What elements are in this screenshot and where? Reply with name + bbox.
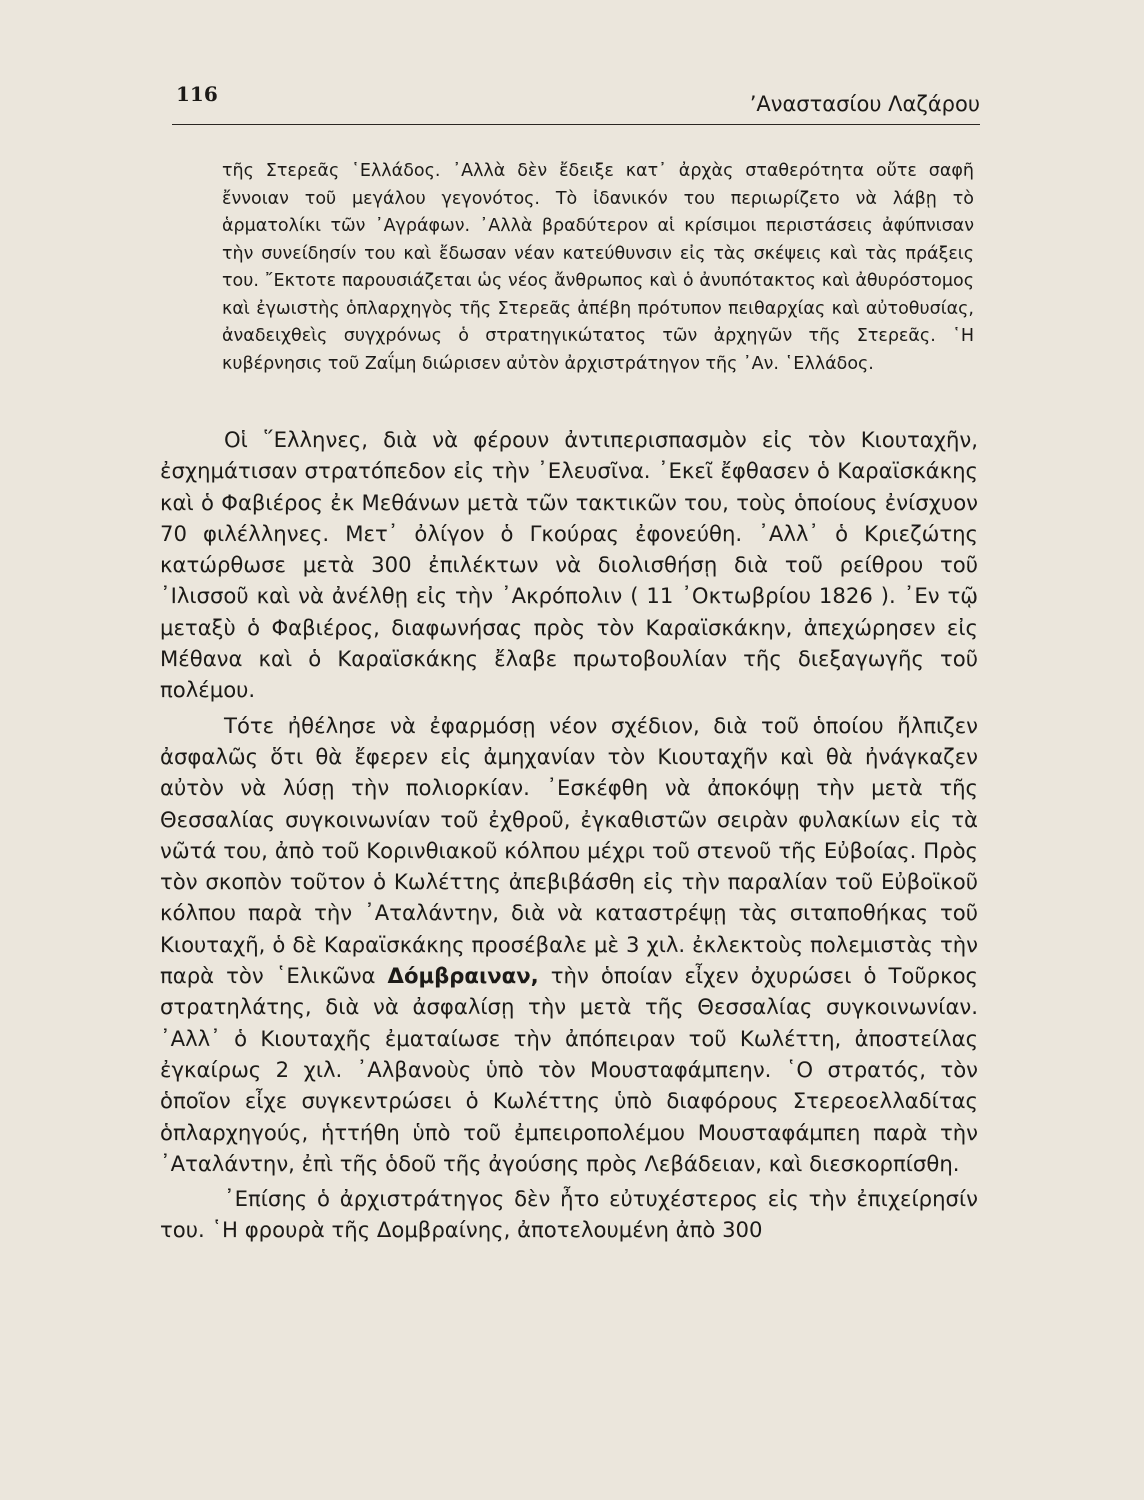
- block-quote: τῆς Στερεᾶς ῾Ελλάδος. ᾿Αλλὰ δὲν ἔδειξε κατ᾿ ἀρχὰς σταθερότητα οὔτε σαφῆ ἔννοιαν τοῦ μεγάλου γεγονότος. Τὸ ἰδανικόν του περιωρίζετο νὰ λάβῃ τὸ ἁρματολίκι τῶν ᾿Αγράφων. ᾿Αλλὰ βραδύτερον αἱ κρίσιμοι περιστάσεις ἀφύπνισαν τὴν συνείδησίν του καὶ ἔδωσαν νέαν κατεύθυνσιν εἰς τὰς σκέψεις καὶ τὰς πράξεις του. ῎Εκτοτε παρουσιάζεται ὡς νέος ἄνθρωπος καὶ ὁ ἀνυπότακτος καὶ ἀθυρόστομος καὶ ἐγωιστὴς ὁπλαρχηγὸς τῆς Στερεᾶς ἀπέβη πρότυπον πειθαρχίας καὶ αὐτοθυσίας, ἀναδειχθεὶς συγχρόνως ὁ στρατηγικώτατος τῶν ἀρχηγῶν τῆς Στερεᾶς. ῾Η κυβέρνησις τοῦ Ζαΐμη διώρισεν αὐτὸν ἀρχιστράτηγον τῆς ᾿Αν. ῾Ελλάδος.: [222, 161, 974, 374]
- running-head: ’Αναστασίου Λαζάρου: [749, 92, 980, 116]
- paragraph-3: ᾿Επίσης ὁ ἀρχιστράτηγος δὲν ἦτο εὐτυχέστερος εἰς τὴν ἐπιχείρησίν του. ῾Η φρουρὰ τῆς Δομβραίνης, ἀποτελουμένη ἀπὸ 300: [160, 1186, 978, 1243]
- paragraph-2-part-b: τὴν ὁποίαν εἶχεν ὀχυρώσει ὁ Τοῦρκος στρατηλάτης, διὰ νὰ ἀσφαλίσῃ τὴν μετὰ τῆς Θεσσαλίας συγκοινωνίαν. ᾿Αλλ᾿ ὁ Κιουταχῆς ἐματαίωσε τὴν ἀπόπειραν τοῦ Κωλέττη, ἀποστείλας ἐγκαίρως 2 χιλ. ᾿Αλβανοὺς ὑπὸ τὸν Μουσταφάμπεην. ῾Ο στρατός, τὸν ὁποῖον εἶχε συγκεντρώσει ὁ Κωλέττης ὑπὸ διαφόρους Στερεοελλαδίτας ὁπλαρχηγούς, ἡττήθη ὑπὸ τοῦ ἐμπειροπολέμου Μουσταφάμπεη παρὰ τὴν ᾿Αταλάντην, ἐπὶ τῆς ὁδοῦ τῆς ἀγούσης πρὸς Λεβάδειαν, καὶ διεσκορπίσθη.: [160, 963, 978, 1176]
- paragraph-2-part-a: Τότε ἠθέλησε νὰ ἐφαρμόσῃ νέον σχέδιον, διὰ τοῦ ὁποίου ἤλπιζεν ἀσφαλῶς ὅτι θὰ ἔφερεν εἰς ἀμηχανίαν τὸν Κιουταχῆν καὶ θὰ ἠνάγκαζεν αὐτὸν νὰ λύσῃ τὴν πολιορκίαν. ᾿Εσκέφθη νὰ ἀποκόψῃ τὴν μετὰ τῆς Θεσσαλίας συγκοινωνίαν τοῦ ἐχθροῦ, ἐγκαθιστῶν σειρὰν φυλακίων εἰς τὰ νῶτά του, ἀπὸ τοῦ Κορινθιακοῦ κόλπου μέχρι τοῦ στενοῦ τῆς Εὐβοίας. Πρὸς τὸν σκοπὸν τοῦτον ὁ Κωλέττης ἀπεβιβάσθη εἰς τὴν παραλίαν τοῦ Εὐβοϊκοῦ κόλπου παρὰ τὴν ᾿Αταλάντην, διὰ νὰ καταστρέψῃ τὰς σιταποθήκας τοῦ Κιουταχῆ, ὁ δὲ Καραϊσκάκης προσέβαλε μὲ 3 χιλ. ἐκλεκτοὺς πολεμιστὰς τὴν παρὰ τὸν ῾Ελικῶνα: [160, 712, 978, 989]
- body-text: [160, 424, 978, 1250]
- page-header: [172, 78, 980, 125]
- page-number: 116: [176, 82, 218, 106]
- bold-place-name: Δόμβραιναν,: [387, 963, 539, 989]
- paragraph-1: Οἱ ῞Ελληνες, διὰ νὰ φέρουν ἀντιπερισπασμὸν εἰς τὸν Κιουταχῆν, ἐσχημάτισαν στρατόπεδον εἰς τὴν ᾿Ελευσῖνα. ᾿Εκεῖ ἔφθασεν ὁ Καραϊσκάκης καὶ ὁ Φαβιέρος ἐκ Μεθάνων μετὰ τῶν τακτικῶν του, τοὺς ὁποίους ἐνίσχυον 70 φιλέλληνες. Μετ᾿ ὀλίγον ὁ Γκούρας ἐφονεύθη. ᾿Αλλ᾿ ὁ Κριεζώτης κατώρθωσε μετὰ 300 ἐπιλέκτων νὰ διολισθήσῃ διὰ τοῦ ρείθρου τοῦ ᾿Ιλισσοῦ καὶ νὰ ἀνέλθῃ εἰς τὴν ᾿Ακρόπολιν ( 11 ᾿Οκτωβρίου 1826 ). ᾿Εν τῷ μεταξὺ ὁ Φαβιέρος, διαφωνήσας πρὸς τὸν Καραϊσκάκην, ἀπεχώρησεν εἰς Μέθανα καὶ ὁ Καραϊσκάκης ἔλαβε πρωτοβουλίαν τῆς διεξαγωγῆς τοῦ πολέμου.: [160, 427, 978, 703]
- paragraph-2: [160, 710, 978, 1179]
